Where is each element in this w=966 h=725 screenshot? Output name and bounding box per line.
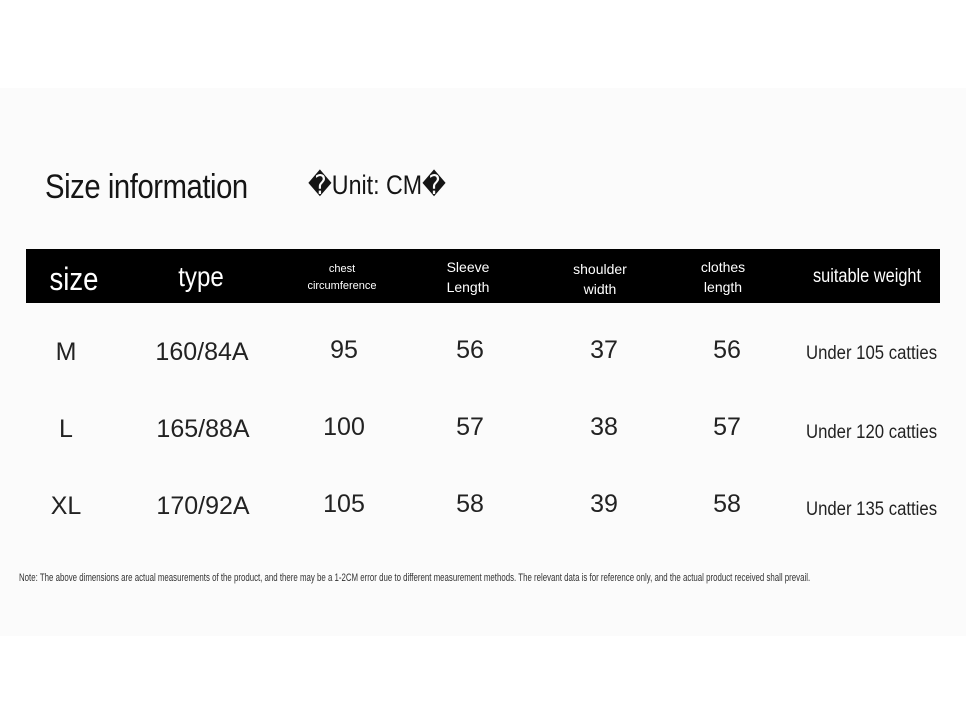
cell-type: 165/88A — [156, 415, 250, 443]
cell-chest: 105 — [323, 490, 365, 518]
cell-type: 160/84A — [155, 338, 249, 366]
page-title: Size information — [45, 168, 248, 206]
table-header — [26, 249, 940, 303]
cell-chest: 100 — [323, 413, 365, 441]
header-type: type — [178, 261, 224, 292]
cell-size: XL — [50, 492, 82, 520]
cell-size: L — [59, 415, 73, 443]
cell-length: 56 — [713, 336, 741, 364]
unit-label: �Unit: CM� — [308, 170, 446, 200]
header-shoulder-width: shoulder width — [573, 261, 627, 298]
cell-shoulder: 37 — [590, 336, 618, 364]
cell-size: M — [55, 338, 77, 366]
cell-weight: Under 135 catties — [806, 499, 938, 520]
cell-sleeve: 56 — [456, 336, 484, 364]
cell-length: 57 — [713, 413, 741, 441]
cell-shoulder: 39 — [590, 490, 618, 518]
header-chest-circumference: chest circumference — [307, 263, 377, 293]
header-size: size — [49, 261, 99, 297]
cell-weight: Under 120 catties — [806, 422, 938, 443]
header-suitable-weight: suitable weight — [812, 266, 922, 287]
cell-sleeve: 58 — [456, 490, 484, 518]
cell-weight: Under 105 catties — [806, 343, 938, 364]
cell-type: 170/92A — [156, 492, 250, 520]
cell-sleeve: 57 — [456, 413, 484, 441]
cell-shoulder: 38 — [590, 413, 618, 441]
cell-length: 58 — [713, 490, 741, 518]
footnote: Note: The above dimensions are actual measurements of the product, and there may be a 1-2CM error due to different measurement methods. The relevant data is for reference only, and the actual product received shall prevail. — [19, 572, 811, 584]
header-sleeve-length: Sleeve Length — [446, 259, 490, 296]
cell-chest: 95 — [330, 336, 358, 364]
header-clothes-length: clothes length — [700, 259, 746, 296]
